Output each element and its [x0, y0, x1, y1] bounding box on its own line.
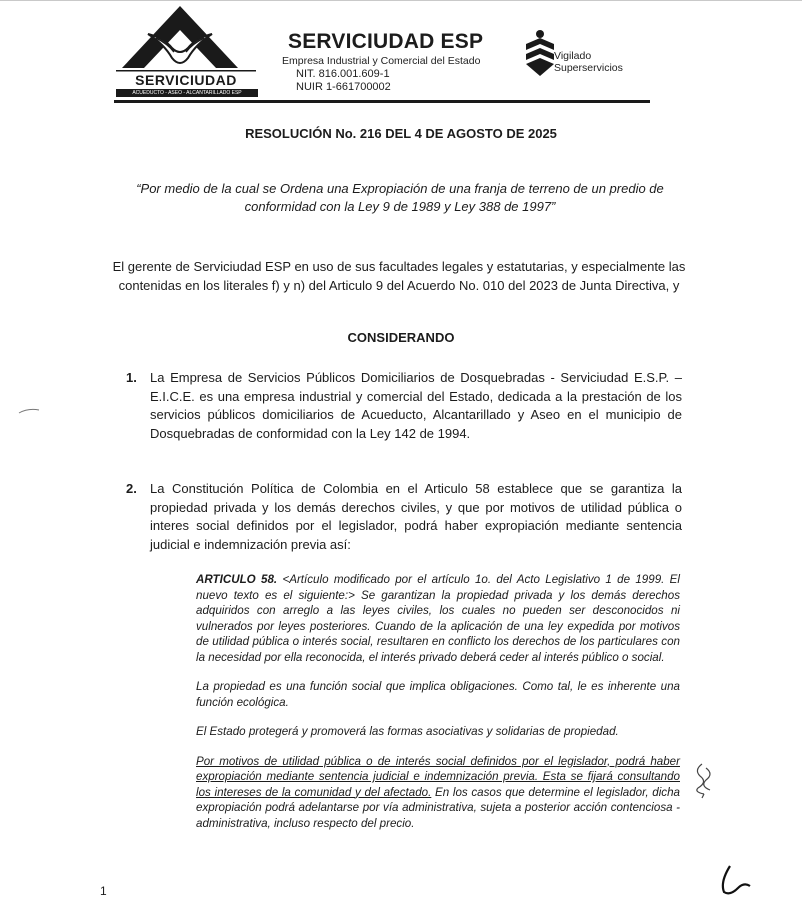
quote-paragraph-4-text: En los casos que determine el legislador, dicha expropiación podrá adelantarse por vía administrativa, sujeta a posterior acción contenciosa - administrativa, incluso respecto del precio. — [196, 785, 680, 830]
resolution-subject — [120, 180, 680, 216]
subject-line-2: conformidad con la Ley 9 de 1989 y Ley 388 de 1997” — [244, 199, 556, 214]
company-nuir: NUIR 1-661700002 — [296, 81, 391, 93]
considerando-item — [126, 480, 682, 554]
intro-paragraph — [104, 257, 694, 295]
margin-mark-icon — [18, 408, 40, 414]
subject-line-1: “Por medio de la cual se Ordena una Expropiación de una franja de terreno de un predio de — [136, 181, 664, 196]
intro-line-2: contenidas en los literales f) y n) del Articulo 9 del Acuerdo No. 010 del 2023 de Junta Directiva, y — [118, 278, 680, 293]
quote-underlined-text: Por motivos de utilidad pública o de interés social definidos por el legislador, podrá haber expropiación mediante sentencia judicial e indemnización previa. Esta se fijará consultando los intereses de la comunidad y del afectado. — [196, 754, 680, 799]
company-nit: NIT. 816.001.609-1 — [296, 68, 390, 80]
article-58-quote — [196, 572, 680, 845]
handwritten-scribble-icon — [690, 760, 720, 800]
intro-line-1: El gerente de Serviciudad ESP en uso de sus facultades legales y estatutarias, y especialmente las — [112, 259, 686, 274]
item-text: La Constitución Política de Colombia en el Articulo 58 establece que se garantiza la propiedad privada y los demás derechos civiles, y que por motivos de utilidad pública o interes social definidos por el legislador, podrá haber expropiación mediante sentencia judicial e indemnización previa así: — [150, 481, 682, 552]
signature-initial-icon — [716, 862, 756, 898]
quote-paragraph-1 — [196, 572, 680, 665]
considerando-item — [126, 369, 682, 443]
company-description: Empresa Industrial y Comercial del Estado — [282, 55, 481, 67]
resolution-title: RESOLUCIÓN No. 216 DEL 4 DE AGOSTO DE 2025 — [245, 126, 557, 141]
quote-paragraph-3: El Estado protegerá y promoverá las formas asociativas y solidarias de propiedad. — [196, 725, 619, 738]
vigilado-line-2: Superservicios — [554, 62, 623, 74]
item-number: 2. — [126, 481, 137, 496]
article-label: ARTICULO 58. — [196, 573, 278, 586]
vigilado-line-1: Vigilado — [554, 50, 592, 62]
quote-paragraph-2: La propiedad es una función social que implica obligaciones. Como tal, le es inherente una función ecológica. — [196, 680, 680, 709]
header-rule — [114, 100, 650, 103]
company-name: SERVICIUDAD ESP — [288, 30, 484, 53]
item-text: La Empresa de Servicios Públicos Domiciliarios de Dosquebradas - Serviciudad E.S.P. – E.I.C.E. es una empresa industrial y comercial del Estado, dedicada a la prestación de los servicios públicos domiciliarios de Acueducto, Alcantarillado y Aseo en el municipio de Dosquebradas de conformidad con la Ley 142 de 1994. — [150, 370, 682, 441]
vigilado-label — [554, 50, 623, 74]
considerando-heading: CONSIDERANDO — [347, 330, 455, 345]
item-number: 1. — [126, 370, 137, 385]
quote-paragraph-1-text: <Artículo modificado por el artículo 1o. del Acto Legislativo 1 de 1999. El nuevo texto es el siguiente:> Se garantizan la propiedad privada y los demás derechos adquiridos con arreglo a las leyes civiles, los cuales no pueden ser desconocidos ni vulnerados por leyes posteriores. Cuando de la aplicación de una ley expedida por motivos de utilidad pública o interés social, resultaren en conflicto los derechos de los particulares con la necesidad por ella reconocida, el interés privado deberá ceder al interés público o social. — [196, 573, 680, 664]
logo-wordmark: SERVICIUDAD — [135, 72, 237, 88]
quote-paragraph-4 — [196, 754, 680, 832]
page-number: 1 — [100, 884, 107, 898]
logo-tagline: ACUEDUCTO - ASEO - ALCANTARILLADO ESP — [116, 89, 258, 97]
top-border — [0, 0, 802, 1]
company-block — [270, 30, 500, 93]
